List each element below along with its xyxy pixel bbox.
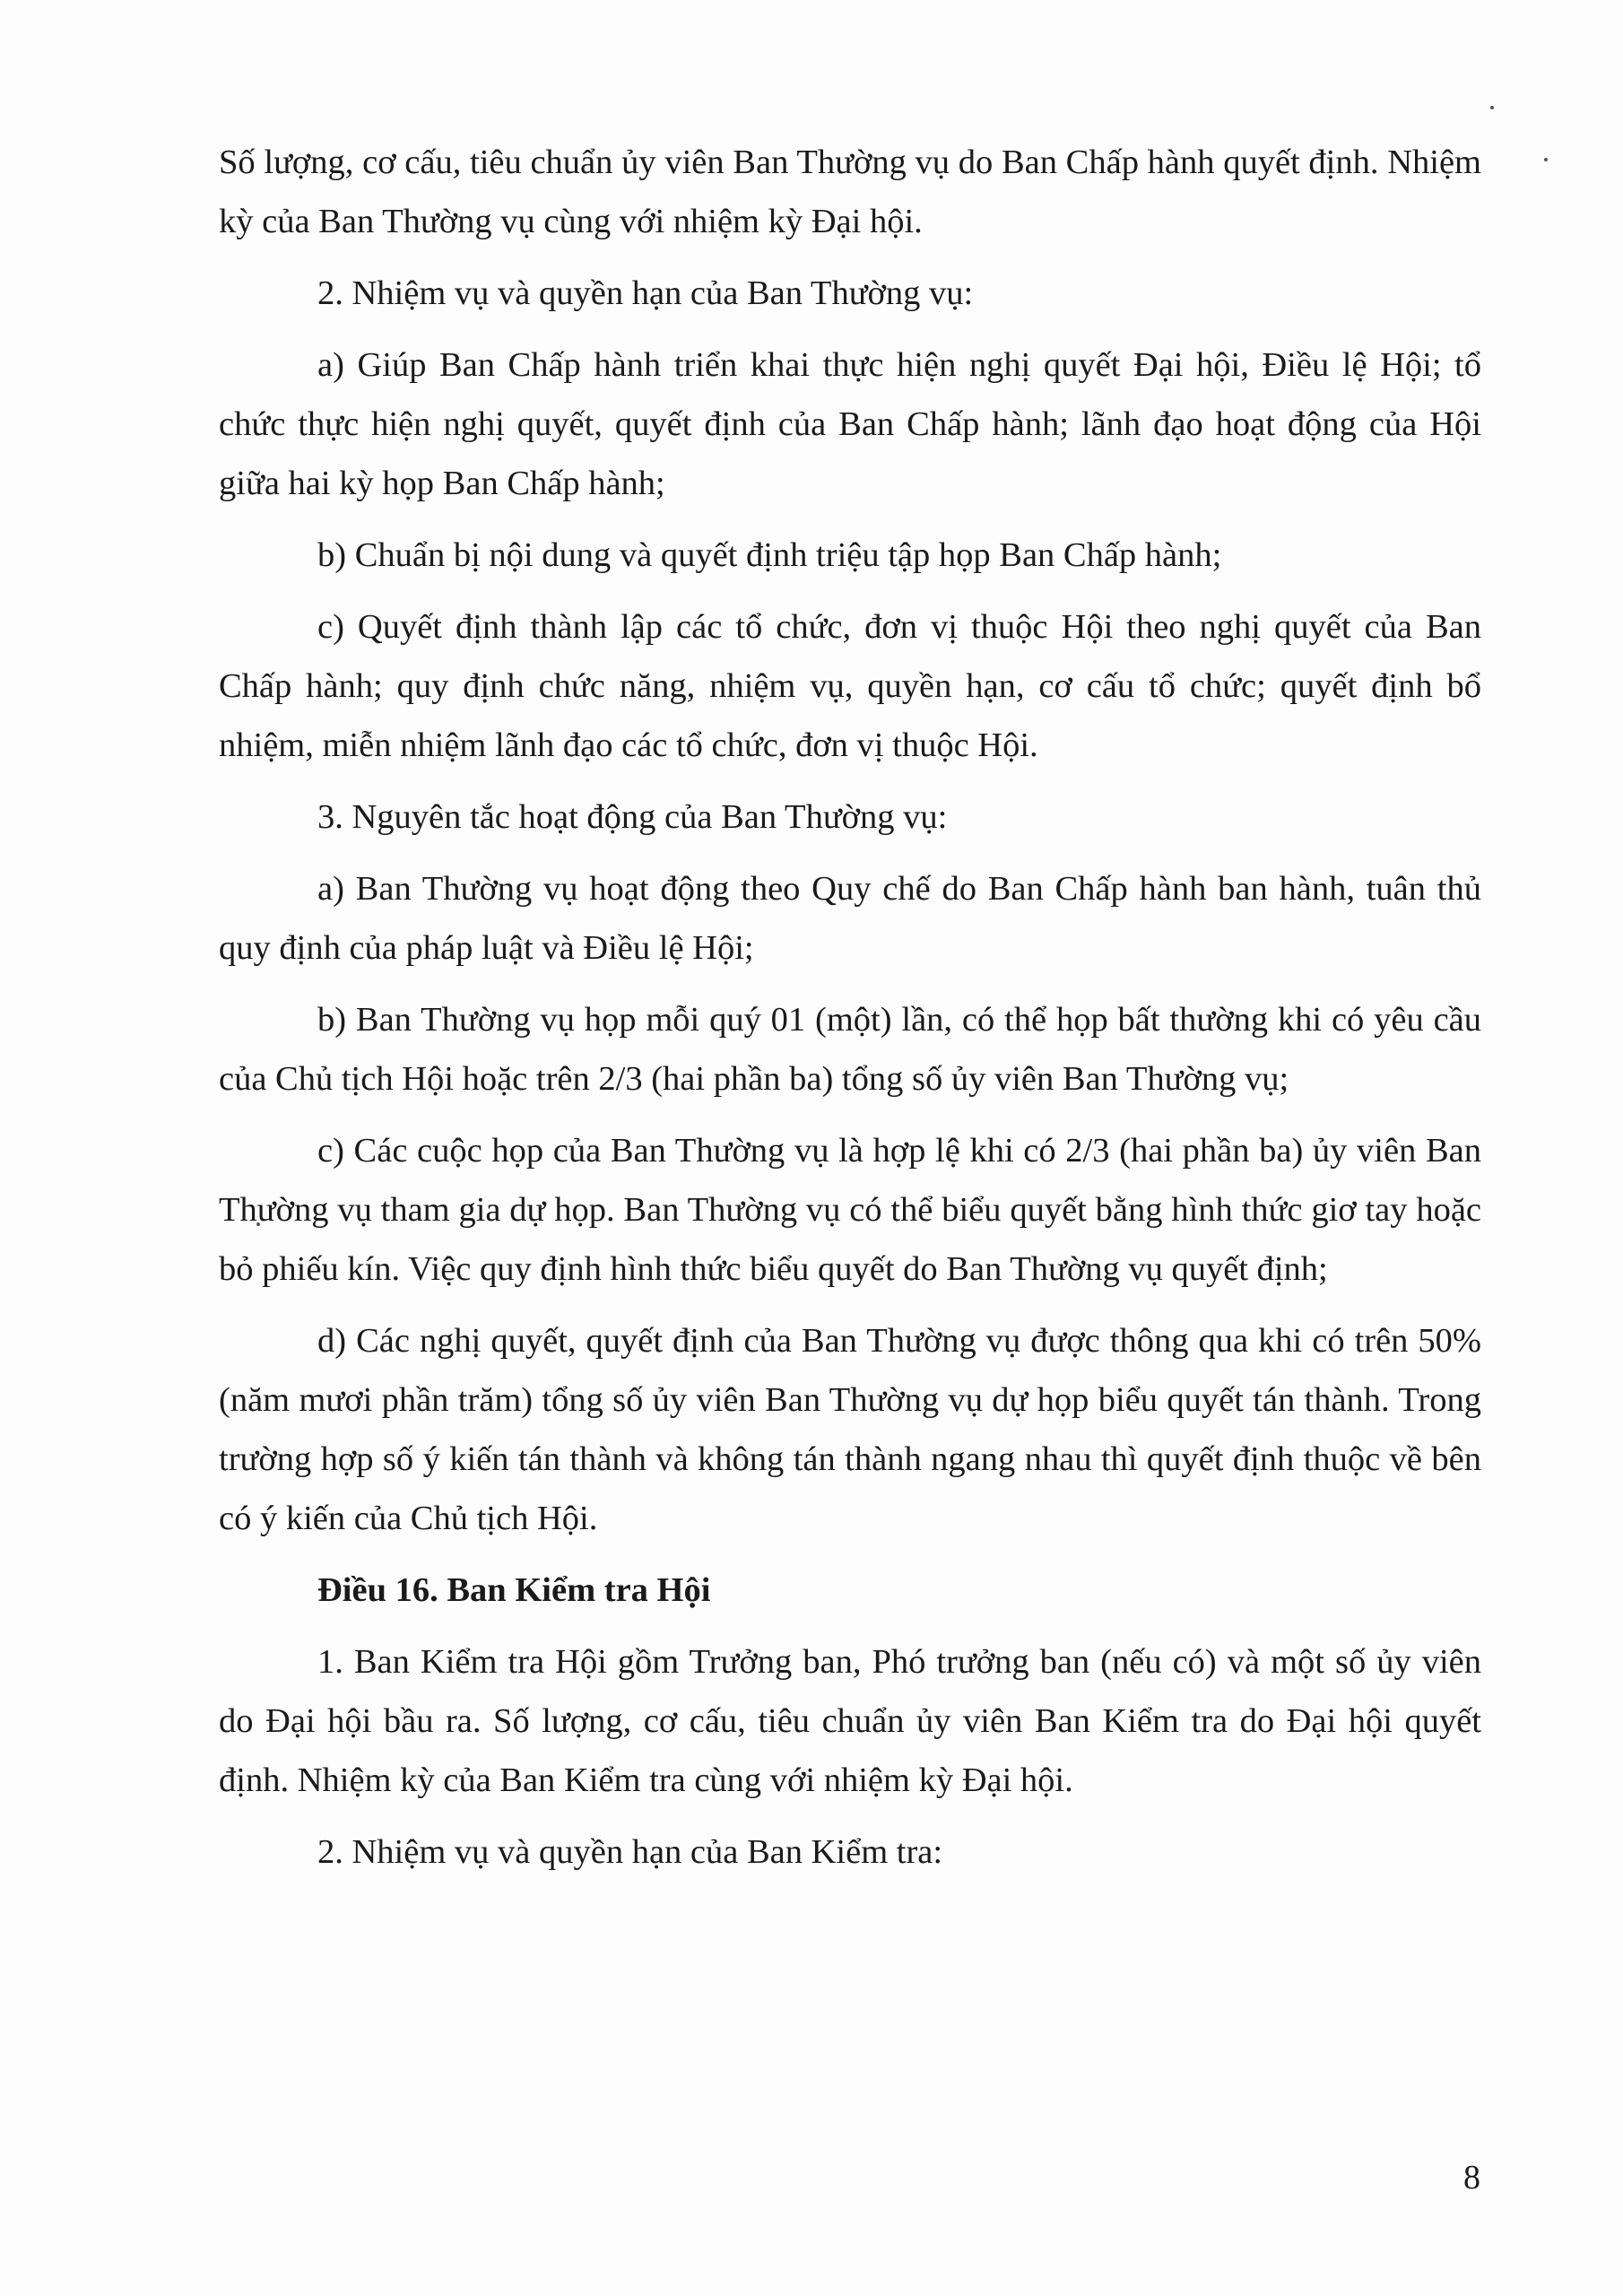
paragraph-continuation: Số lượng, cơ cấu, tiêu chuẩn ủy viên Ban Thường vụ do Ban Chấp hành quyết định. Nhiệm kỳ của Ban Thường vụ cùng với nhiệm kỳ Đại hội. — [219, 144, 1481, 240]
paragraph-clause-3d: d) Các nghị quyết, quyết định của Ban Thường vụ được thông qua khi có trên 50% (năm mươi phần trăm) tổng số ủy viên Ban Thường vụ dự họp biểu quyết tán thành. Trong trường hợp số ý kiến tán thành và không tán thành ngang nhau thì quyết định thuộc về bên có ý kiến của Chủ tịch Hội. — [219, 1322, 1481, 1537]
paragraph-clause-3: 3. Nguyên tắc hoạt động của Ban Thường vụ: — [317, 798, 948, 836]
page-number: 8 — [1463, 2159, 1480, 2196]
article-heading: Điều 16. Ban Kiểm tra Hội — [317, 1571, 711, 1609]
scan-speck — [1490, 106, 1494, 109]
paragraph-clause-2a: a) Giúp Ban Chấp hành triển khai thực hiện nghị quyết Đại hội, Điều lệ Hội; tổ chức thực hiện nghị quyết, quyết định của Ban Chấp hành; lãnh đạo hoạt động của Hội giữa hai kỳ họp Ban Chấp hành; — [219, 346, 1481, 502]
paragraph-article-clause-1: 1. Ban Kiểm tra Hội gồm Trưởng ban, Phó trưởng ban (nếu có) và một số ủy viên do Đại hội bầu ra. Số lượng, cơ cấu, tiêu chuẩn ủy viên Ban Kiểm tra do Đại hội quyết định. Nhiệm kỳ của Ban Kiểm tra cùng với nhiệm kỳ Đại hội. — [219, 1643, 1481, 1799]
paragraph-article-clause-2: 2. Nhiệm vụ và quyền hạn của Ban Kiểm tra: — [317, 1833, 943, 1871]
paragraph-clause-3a: a) Ban Thường vụ hoạt động theo Quy chế do Ban Chấp hành ban hành, tuân thủ quy định của pháp luật và Điều lệ Hội; — [219, 870, 1481, 967]
paragraph-clause-2b: b) Chuẩn bị nội dung và quyết định triệu tập họp Ban Chấp hành; — [317, 536, 1222, 574]
scan-speck — [1544, 158, 1548, 161]
paragraph-clause-3b: b) Ban Thường vụ họp mỗi quý 01 (một) lần, có thể họp bất thường khi có yêu cầu của Chủ tịch Hội hoặc trên 2/3 (hai phần ba) tổng số ủy viên Ban Thường vụ; — [219, 1001, 1481, 1098]
paragraph-clause-2: 2. Nhiệm vụ và quyền hạn của Ban Thường vụ: — [317, 274, 974, 312]
paragraph-clause-3c: c) Các cuộc họp của Ban Thường vụ là hợp lệ khi có 2/3 (hai phần ba) ủy viên Ban Thường vụ tham gia dự họp. Ban Thường vụ có thể biểu quyết bằng hình thức giơ tay hoặc bỏ phiếu kín. Việc quy định hình thức biểu quyết do Ban Thường vụ quyết định; — [219, 1132, 1481, 1288]
document-body — [219, 133, 1481, 1894]
paragraph-clause-2c: c) Quyết định thành lập các tổ chức, đơn vị thuộc Hội theo nghị quyết của Ban Chấp hành; quy định chức năng, nhiệm vụ, quyền hạn, cơ cấu tổ chức; quyết định bổ nhiệm, miễn nhiệm lãnh đạo các tổ chức, đơn vị thuộc Hội. — [219, 608, 1481, 764]
